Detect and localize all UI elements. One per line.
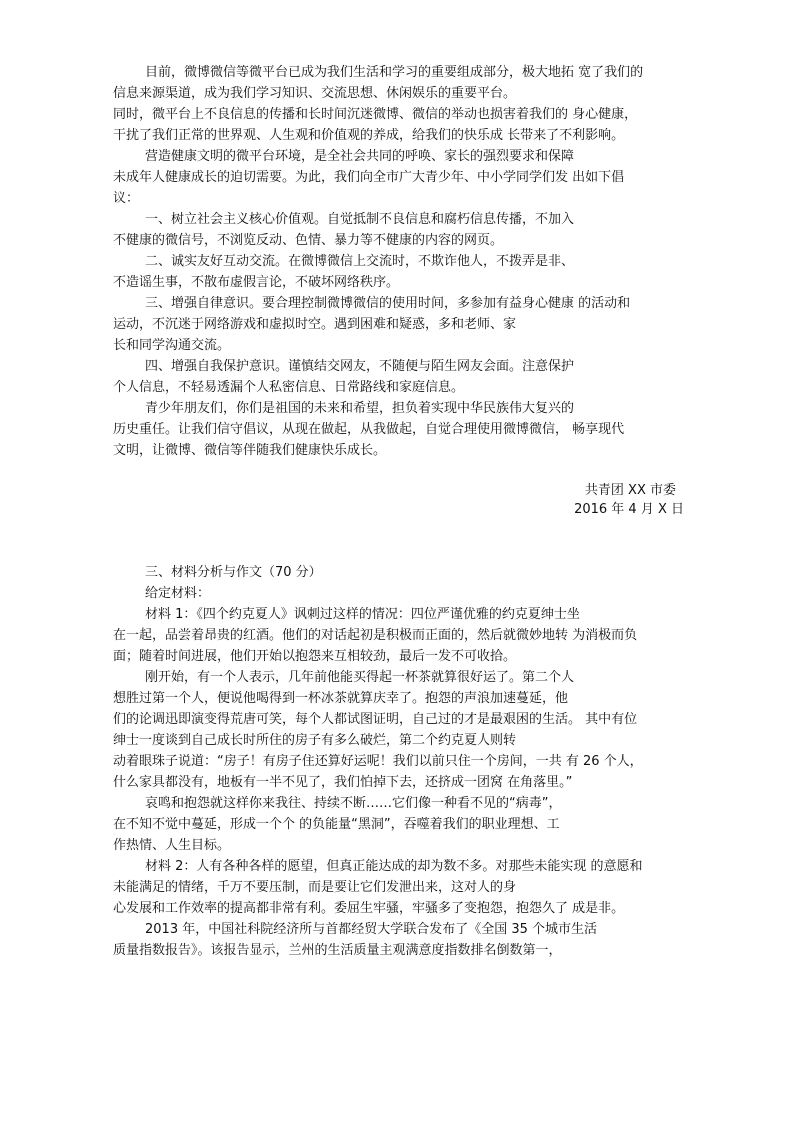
text-line: 个人信息，不轻易透漏个人私密信息、日常路线和家庭信息。 <box>113 380 465 395</box>
text-line: 什么家具都没有，地板有一半不见了，我们怕掉下去，还挤成一团窝 在角落里。” <box>113 775 573 790</box>
text-line: 营造健康文明的微平台环境，是全社会共同的呼唤、家长的强烈要求和保障 <box>145 149 575 164</box>
text-line: 文明，让微博、微信等伴随我们健康快乐成长。 <box>113 443 387 458</box>
text-line: 不造谣生事，不散布虚假言论，不破坏网络秩序。 <box>113 275 400 290</box>
text-line: 同时，微平台上不良信息的传播和长时间沉迷微博、微信的举动也损害着我们的 身心健康， <box>113 107 638 122</box>
text-line: 们的论调迅即演变得荒唐可笑，每个人都试图证明，自己过的才是最艰困的生活。 其中有位 <box>113 712 638 727</box>
text-line: 长和同学沟通交流。 <box>113 338 231 353</box>
text-line: 面；随着时间进展，他们开始以抱怨来互相较劲，最后一发不可收拾。 <box>113 649 517 664</box>
text-line: 在不知不觉中蔓延，形成一个个 的负能量“黑洞”，吞噬着我们的职业理想、工 <box>113 817 560 832</box>
text-line: 在一起，品尝着昂贵的红酒。他们的对话起初是积极而正面的，然后就微妙地转 为消极而负 <box>113 628 638 643</box>
text-line: 动着眼珠子说道：“房子！有房子住还算好运呢！我们以前只住一个房间，一共 有 26 个人， <box>113 754 643 769</box>
text-line: 作热情、人生目标。 <box>113 838 231 853</box>
signature-date: 2016 年 4 月 X 日 <box>574 502 684 517</box>
text-line: 干扰了我们正常的世界观、人生观和价值观的养成，给我们的快乐成 长带来了不利影响。 <box>113 128 625 143</box>
text-line: 二、诚实友好互动交流。在微博微信上交流时，不欺诈他人，不拨弄是非、 <box>145 254 575 269</box>
text-line: 未能满足的情绪，千万不要压制，而是要让它们发泄出来，这对人的身 <box>113 880 517 895</box>
text-line: 三、增强自律意识。要合理控制微博微信的使用时间，多参加有益身心健康 的活动和 <box>145 296 631 311</box>
text-line: 目前，微博微信等微平台已成为我们生活和学习的重要组成部分，极大地拓 宽了我们的 <box>145 65 644 80</box>
text-line: 想胜过第一个人，便说他喝得到一杯冰茶就算庆幸了。抱怨的声浪加速蔓延，他 <box>113 691 569 706</box>
text-line: 青少年朋友们，你们是祖国的未来和希望，担负着实现中华民族伟大复兴的 <box>145 401 575 416</box>
signature-org: 共青团 XX 市委 <box>584 483 676 498</box>
text-line: 议： <box>113 191 140 206</box>
text-line: 信息来源渠道，成为我们学习知识、交流思想、休闲娱乐的重要平台。 <box>113 86 517 101</box>
text-line: 材料 2：人有各种各样的愿望，但真正能达成的却为数不多。对那些未能实现 的意愿和 <box>145 859 643 874</box>
text-line: 历史重任。让我们信守倡议，从现在做起，从我做起，自觉合理使用微博微信， 畅享现代 <box>113 422 625 437</box>
section-heading: 三、材料分析与作文（70 分） <box>145 565 322 580</box>
text-line: 绅士一度谈到自己成长时所住的房子有多么破烂，第二个约克夏人则转 <box>113 733 517 748</box>
text-line: 哀鸣和抱怨就这样你来我往、持续不断……它们像一种看不见的“病毒”， <box>145 796 562 811</box>
text-line: 四、增强自我保护意识。谨慎结交网友，不随便与陌生网友会面。注意保护 <box>145 359 575 374</box>
text-line: 一、树立社会主义核心价值观。自觉抵制不良信息和腐朽信息传播，不加入 <box>145 212 575 227</box>
text-line: 刚开始，有一个人表示，几年前他能买得起一杯茶就算很好运了。第二个人 <box>145 670 575 685</box>
text-line: 给定材料： <box>145 586 211 601</box>
text-line: 未成年人健康成长的迫切需要。为此，我们向全市广大青少年、中小学同学们发 出如下倡 <box>113 170 625 185</box>
text-line: 材料 1：《四个约克夏人》讽刺过这样的情况：四位严谨优雅的约克夏绅士坐 <box>145 607 580 622</box>
text-line: 2013 年，中国社科院经济所与首都经贸大学联合发布了《全国 35 个城市生活 <box>145 922 598 937</box>
text-line: 心发展和工作效率的提高都非常有利。委屈生牢骚，牢骚多了变抱怨，抱怨久了 成是非。 <box>113 901 625 916</box>
text-line: 质量指数报告》。该报告显示，兰州的生活质量主观满意度指数排名倒数第一， <box>113 943 562 958</box>
text-line: 运动，不沉迷于网络游戏和虚拟时空。遇到困难和疑惑，多和老师、家 <box>113 317 517 332</box>
text-line: 不健康的微信号，不浏览反动、色情、暴力等不健康的内容的网页。 <box>113 233 504 248</box>
